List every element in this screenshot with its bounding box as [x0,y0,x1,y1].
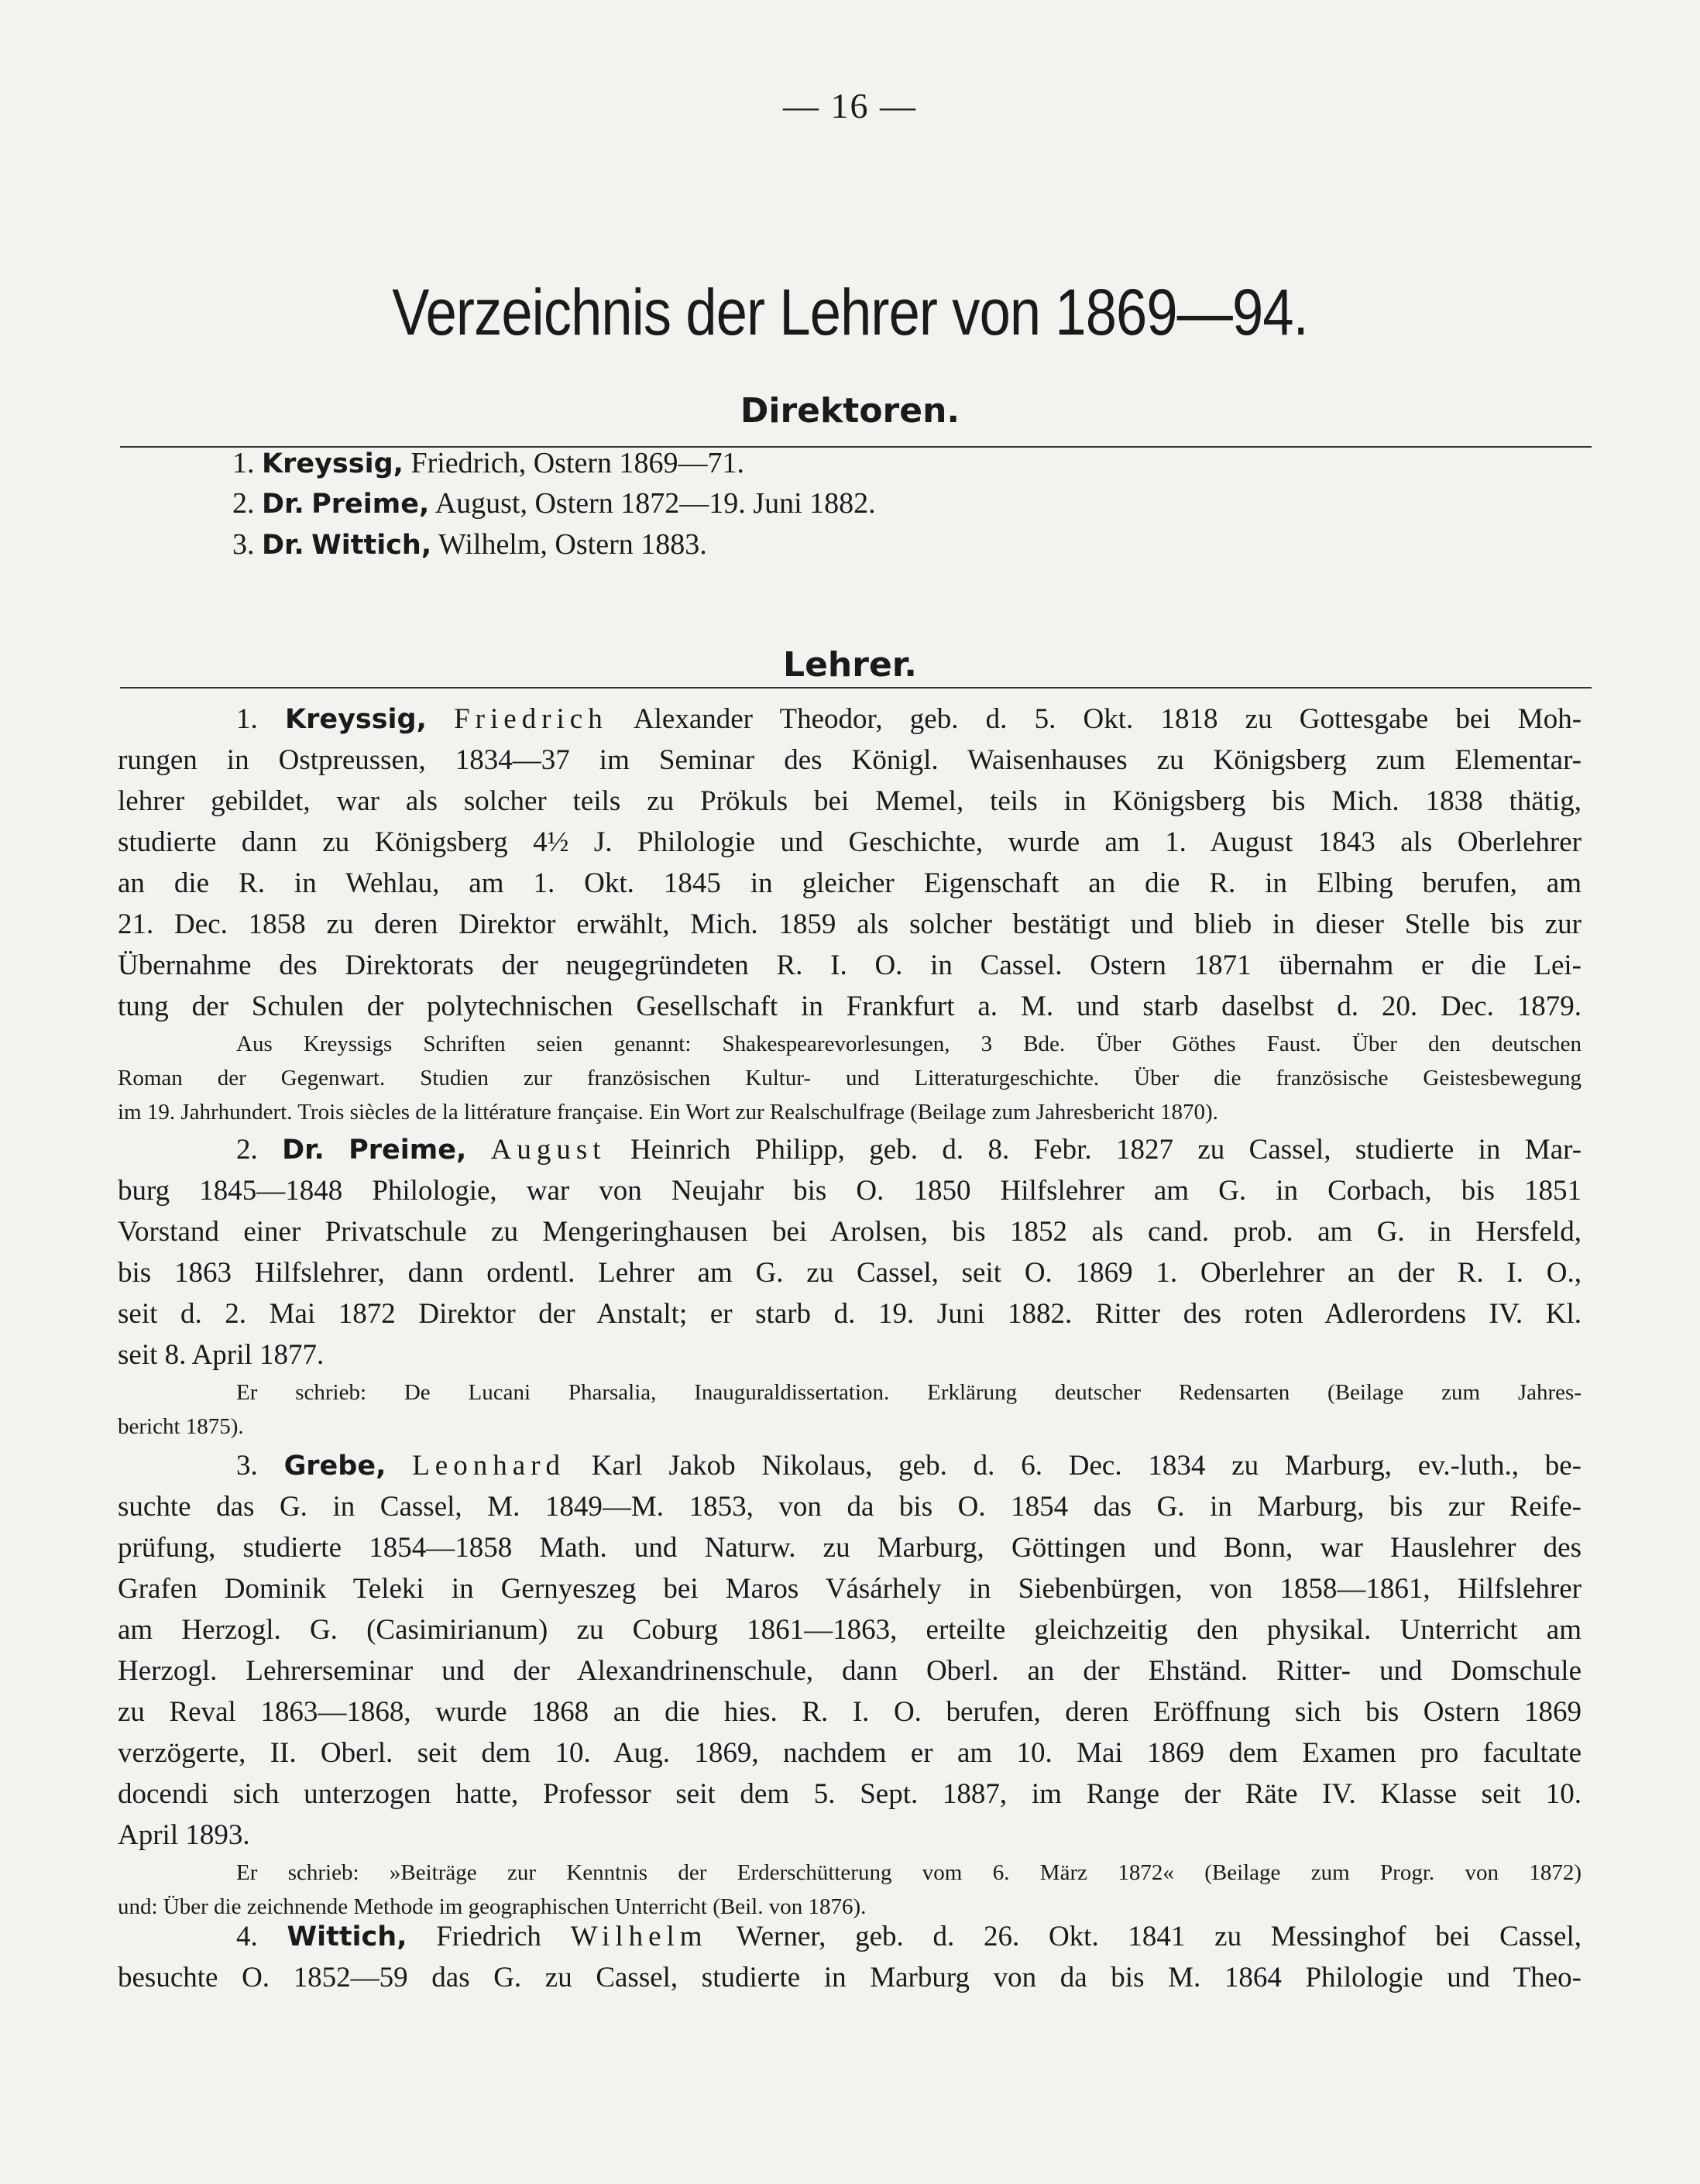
teacher-name: Preime, [349,1135,467,1166]
teacher-first-name: Friedrich [454,703,608,735]
publications-note: bericht 1875). [118,1414,244,1439]
bio-line: studierte dann zu Königsberg 4½ J. Philologie und Geschichte, wurde am 1. August 1843 als Oberlehrer [118,826,1582,858]
heading-rule [120,687,1592,689]
entry-number: 1. [236,703,258,735]
teacher-title: Dr. [282,1135,325,1166]
bio-line: besuchte O. 1852—59 das G. zu Cassel, studierte in Marburg von da bis M. 1864 Philologie und Theo- [118,1962,1582,1993]
teacher-name: Grebe, [283,1451,386,1482]
bio-line: Heinrich Philipp, geb. d. 8. Febr. 1827 zu Cassel, studierte in Mar- [630,1134,1582,1166]
teacher-entry-kreyssig [118,699,1582,1129]
bio-line: bis 1863 Hilfslehrer, dann ordentl. Lehrer am G. zu Cassel, seit O. 1869 1. Oberlehrer an der R. I. O., [118,1257,1582,1289]
teacher-first-name: Friedrich [436,1921,541,1952]
entry-number: 1. [232,447,255,479]
bio-line: 21. Dec. 1858 zu deren Direktor erwählt, Mich. 1859 als solcher bestätigt und blieb in dieser Stelle bis zur [118,908,1582,940]
bio-line: Herzogl. Lehrerseminar und der Alexandrinenschule, dann Oberl. an der Ehständ. Ritter- und Domschule [118,1655,1582,1687]
entry-number: 2. [236,1134,258,1166]
bio-line: suchte das G. in Cassel, M. 1849—M. 1853, von da bis O. 1854 das G. in Marburg, bis zur Reife- [118,1491,1582,1523]
bio-line: seit 8. April 1877. [118,1339,325,1371]
director-title: Dr. [262,530,304,561]
director-name: Preime, [311,489,430,520]
bio-line: prüfung, studierte 1854—1858 Math. und Naturw. zu Marburg, Göttingen und Bonn, war Hauslehrer des [118,1532,1582,1564]
bio-line: am Herzogl. G. (Casimirianum) zu Coburg 1861—1863, erteilte gleichzeitig den physikal. Unterricht am [118,1614,1582,1646]
entry-number: 3. [236,1450,258,1482]
publications-note: und: Über die zeichnende Methode im geographischen Unterricht (Beil. von 1876). [118,1894,867,1919]
directors-heading: Direktoren. [740,391,960,431]
bio-line: April 1893. [118,1819,250,1851]
director-entry [232,446,744,480]
teachers-heading: Lehrer. [783,645,917,685]
entry-number: 4. [236,1921,258,1952]
bio-line: zu Reval 1863—1868, wurde 1868 an die hies. R. I. O. berufen, deren Eröffnung sich bis Ostern 1869 [118,1696,1582,1728]
director-title: Dr. [262,489,304,520]
entry-number: 2. [232,487,255,520]
teacher-first-name: August [490,1134,606,1166]
bio-line: rungen in Ostpreussen, 1834—37 im Seminar des Königl. Waisenhauses zu Königsberg zum Elementar- [118,744,1582,776]
director-entry [232,486,876,520]
bio-line: verzögerte, II. Oberl. seit dem 10. Aug. 1869, nachdem er am 10. Mai 1869 dem Examen pro facultate [118,1737,1582,1769]
bio-line: Übernahme des Direktorats der neugegründeten R. I. O. in Cassel. Ostern 1871 übernahm er die Lei- [118,949,1582,981]
teacher-entry-grebe [118,1445,1582,1924]
page-number: — 16 — [783,86,917,125]
bio-line: Alexander Theodor, geb. d. 5. Okt. 1818 zu Gottesgabe bei Moh- [633,703,1582,735]
publications-note: Roman der Gegenwart. Studien zur französischen Kultur- und Litteraturgeschichte. Über die französische Geistesbewegung [118,1066,1582,1090]
page-title: Verzeichnis der Lehrer von 1869—94. [392,276,1308,349]
bio-line: an die R. in Wehlau, am 1. Okt. 1845 in gleicher Eigenschaft an die R. in Elbing berufen, am [118,867,1582,899]
publications-note: Er schrieb: De Lucani Pharsalia, Inauguraldissertation. Erklärung deutscher Redensarten (Beilage zum Jahres- [236,1380,1582,1405]
teacher-first-name: Leonhard [412,1450,565,1482]
bio-line: Grafen Dominik Teleki in Gernyeszeg bei Maros Vásárhely in Siebenbürgen, von 1858—1861, Hilfslehrer [118,1573,1582,1605]
director-name: Wittich, [311,530,432,561]
director-details: August, Ostern 1872—19. Juni 1882. [434,487,876,520]
bio-line: seit d. 2. Mai 1872 Direktor der Anstalt; er starb d. 19. Juni 1882. Ritter des roten Adlerordens IV. Kl. [118,1298,1582,1330]
director-details: Friedrich, Ostern 1869—71. [410,447,745,479]
bio-line: Werner, geb. d. 26. Okt. 1841 zu Messinghof bei Cassel, [736,1921,1582,1952]
publications-note: im 19. Jahrhundert. Trois siècles de la littérature française. Ein Wort zur Realschulfrage (Beilage zum Jahresbericht 1870). [118,1100,1218,1125]
teacher-middle-name: Wilhelm [570,1921,708,1952]
bio-line: docendi sich unterzogen hatte, Professor seit dem 5. Sept. 1887, im Range der Räte IV. Klasse seit 10. [118,1778,1582,1810]
bio-line: Vorstand einer Privatschule zu Mengeringhausen bei Arolsen, bis 1852 als cand. prob. am G. in Hersfeld, [118,1216,1582,1248]
bio-line: burg 1845—1848 Philologie, war von Neujahr bis O. 1850 Hilfslehrer am G. in Corbach, bis 1851 [118,1175,1582,1207]
entry-number: 3. [232,528,255,561]
teacher-entry-wittich [118,1916,1582,1998]
director-entry [232,527,707,561]
teacher-name: Wittich, [287,1921,407,1952]
teacher-entry-preime [118,1129,1582,1444]
bio-line: lehrer gebildet, war als solcher teils zu Prökuls bei Memel, teils in Königsberg bis Mich. 1838 thätig, [118,785,1582,817]
publications-note: Er schrieb: »Beiträge zur Kenntnis der Erderschütterung vom 6. März 1872« (Beilage zum Progr. von 1872) [236,1860,1582,1885]
publications-note: Aus Kreyssigs Schriften seien genannt: Shakespearevorlesungen, 3 Bde. Über Göthes Faust. Über den deutschen [236,1032,1582,1056]
bio-line: tung der Schulen der polytechnischen Gesellschaft in Frankfurt a. M. und starb daselbst d. 20. Dec. 1879. [118,991,1582,1022]
bio-line: Karl Jakob Nikolaus, geb. d. 6. Dec. 1834 zu Marburg, ev.-luth., be- [591,1450,1582,1482]
director-details: Wilhelm, Ostern 1883. [438,528,707,561]
teacher-name: Kreyssig, [284,704,427,735]
director-name: Kreyssig, [262,448,404,479]
